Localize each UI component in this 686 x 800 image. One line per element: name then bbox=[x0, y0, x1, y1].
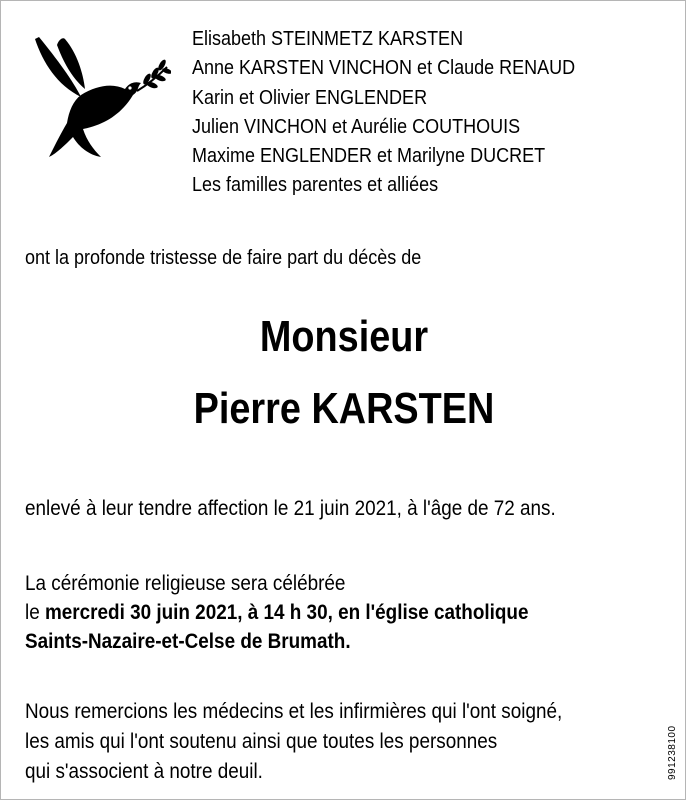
deceased-title: Monsieur bbox=[259, 312, 429, 361]
thanks-line: qui s'associent à notre deuil. bbox=[25, 760, 263, 783]
thanks-line: Nous remercions les médecins et les infirmières qui l'ont soigné, bbox=[25, 700, 563, 723]
thanks-message bbox=[25, 697, 622, 787]
deceased-name-block bbox=[1, 301, 686, 445]
ceremony-info bbox=[25, 569, 584, 656]
family-line: Les familles parentes et alliées bbox=[192, 174, 439, 197]
ceremony-place: Saints-Nazaire-et-Celse de Brumath. bbox=[25, 630, 351, 653]
ceremony-line: La cérémonie religieuse sera célébrée bbox=[25, 572, 346, 595]
family-line: Elisabeth STEINMETZ KARSTEN bbox=[192, 28, 464, 50]
death-notice: enlevé à leur tendre affection le 21 juin 2021, à l'âge de 72 ans. bbox=[25, 497, 556, 520]
family-line: Anne KARSTEN VINCHON et Claude RENAUD bbox=[192, 57, 576, 80]
ceremony-line bbox=[25, 598, 528, 627]
announcement-intro: ont la profonde tristesse de faire part du décès de bbox=[25, 247, 422, 269]
ceremony-date: mercredi 30 juin 2021, à 14 h 30, en l'église catholique bbox=[44, 601, 529, 624]
family-line: Karin et Olivier ENGLENDER bbox=[192, 86, 428, 109]
deceased-name: Pierre KARSTEN bbox=[193, 384, 495, 433]
dove-with-olive-branch-icon bbox=[29, 33, 171, 163]
family-line: Maxime ENGLENDER et Marilyne DUCRET bbox=[192, 145, 546, 168]
family-list bbox=[192, 25, 618, 201]
thanks-line: les amis qui l'ont soutenu ainsi que toutes les personnes bbox=[25, 730, 498, 753]
family-line: Julien VINCHON et Aurélie COUTHOUIS bbox=[192, 115, 521, 138]
ceremony-line bbox=[25, 627, 528, 656]
ceremony-prefix: le bbox=[25, 601, 45, 624]
reference-number: 991238100 bbox=[667, 725, 678, 780]
